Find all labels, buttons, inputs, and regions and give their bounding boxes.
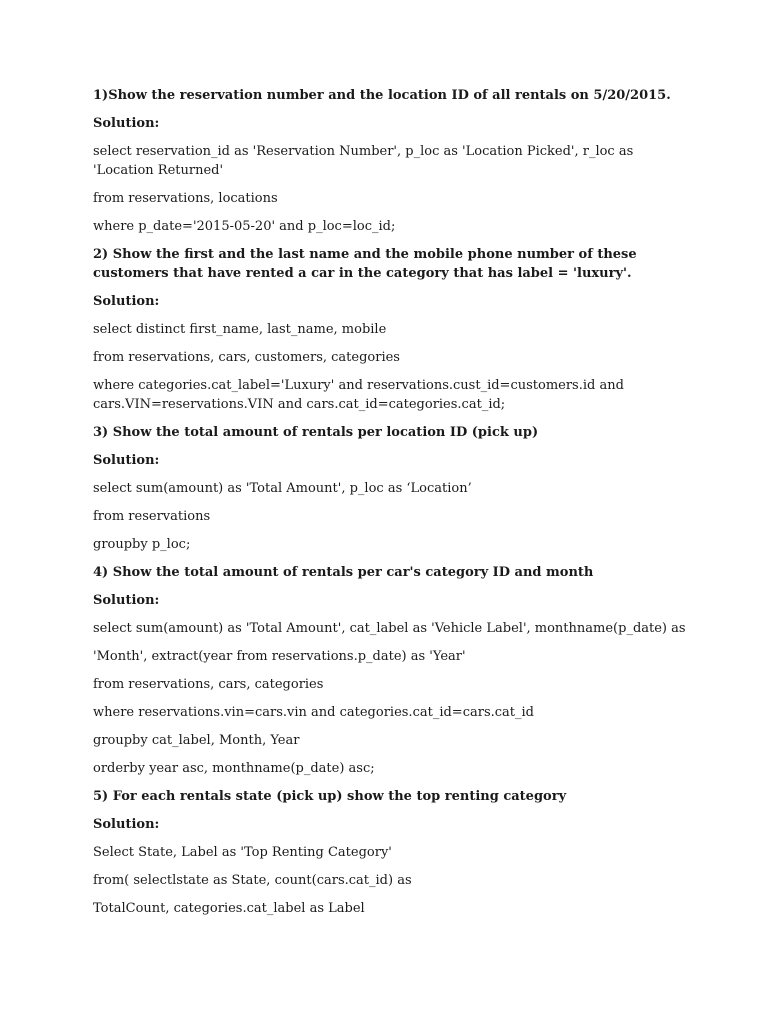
solution-label-1: Solution: (93, 116, 160, 131)
solution-label-5: Solution: (93, 817, 160, 832)
document-content (93, 86, 693, 927)
question-5: 5) For each rentals state (pick up) show the top renting category (93, 789, 567, 804)
question-4: 4) Show the total amount of rentals per car's category ID and month (93, 565, 594, 580)
solution-3-line-2: from reservations (93, 509, 211, 524)
solution-2-line-3: where categories.cat_label='Luxury' and reservations.cust_id=customers.id and cars.VIN=reservations.VIN and cars.cat_id=categories.cat_id; (93, 378, 624, 412)
solution-4-line-1: select sum(amount) as 'Total Amount', cat_label as 'Vehicle Label', monthname(p_date) as (93, 621, 686, 636)
solution-1-line-1: select reservation_id as 'Reservation Number', p_loc as 'Location Picked', r_loc as 'Location Returned' (93, 144, 634, 178)
solution-label-3: Solution: (93, 453, 160, 468)
question-3: 3) Show the total amount of rentals per location ID (pick up) (93, 425, 539, 440)
solution-4-line-3: from reservations, cars, categories (93, 677, 324, 692)
solution-3-line-3: groupby p_loc; (93, 537, 191, 552)
solution-4-line-6: orderby year asc, monthname(p_date) asc; (93, 761, 375, 776)
solution-5-line-1: Select State, Label as 'Top Renting Category' (93, 845, 392, 860)
solution-label-2: Solution: (93, 294, 160, 309)
solution-2-line-1: select distinct first_name, last_name, mobile (93, 322, 387, 337)
solution-1-line-3: where p_date='2015-05-20' and p_loc=loc_id; (93, 219, 396, 234)
question-1: 1)Show the reservation number and the location ID of all rentals on 5/20/2015. (93, 88, 671, 103)
solution-label-4: Solution: (93, 593, 160, 608)
solution-4-line-4: where reservations.vin=cars.vin and categories.cat_id=cars.cat_id (93, 705, 534, 720)
solution-4-line-2: 'Month', extract(year from reservations.p_date) as 'Year' (93, 649, 466, 664)
solution-4-line-5: groupby cat_label, Month, Year (93, 733, 300, 748)
solution-3-line-1: select sum(amount) as 'Total Amount', p_loc as ‘Location’ (93, 481, 472, 496)
question-2: 2) Show the first and the last name and the mobile phone number of these customers that have rented a car in the category that has label = 'luxury'. (93, 247, 637, 281)
solution-5-line-3: TotalCount, categories.cat_label as Label (93, 901, 365, 916)
solution-5-line-2: from( selectlstate as State, count(cars.cat_id) as (93, 873, 412, 888)
solution-2-line-2: from reservations, cars, customers, categories (93, 350, 400, 365)
solution-1-line-2: from reservations, locations (93, 191, 278, 206)
